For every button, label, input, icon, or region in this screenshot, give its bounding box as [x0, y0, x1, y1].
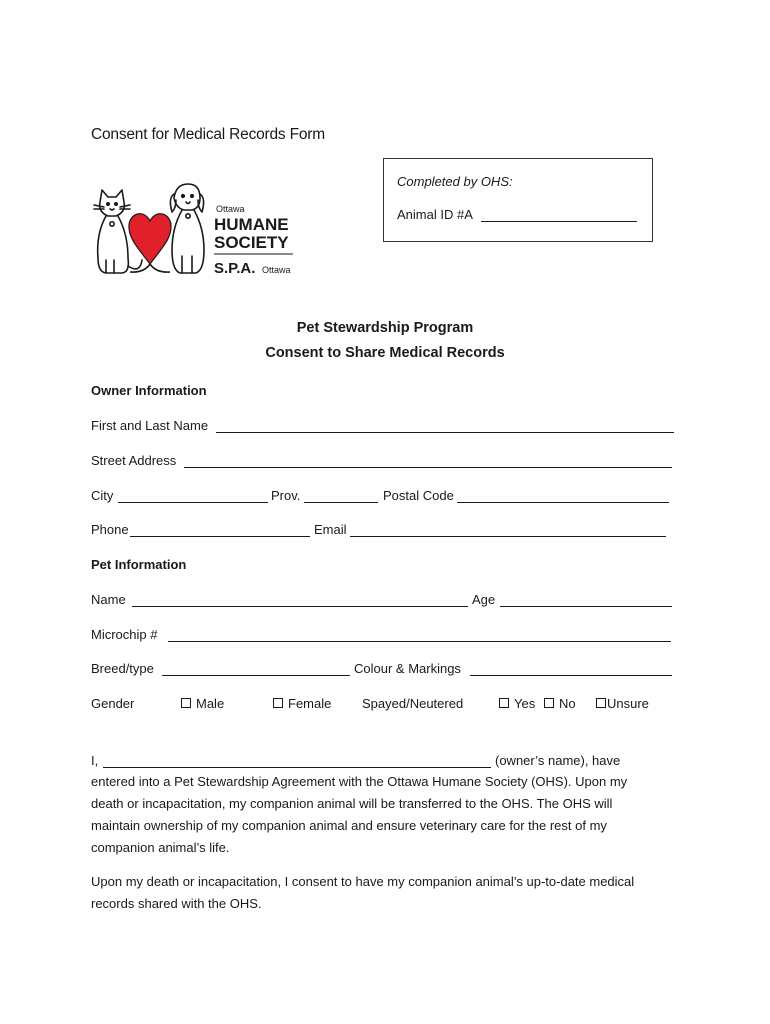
spayed-no-option[interactable]	[544, 696, 576, 711]
male-label: Male	[196, 696, 225, 711]
consent-paragraph-line: entered into a Pet Stewardship Agreement with the Ottawa Humane Society (OHS). Upon my	[91, 774, 628, 789]
female-checkbox[interactable]	[273, 698, 283, 708]
no-checkbox[interactable]	[544, 698, 554, 708]
postal-code-field[interactable]	[457, 502, 669, 503]
pet-section-title: Pet Information	[91, 557, 187, 572]
animal-id-field[interactable]	[481, 221, 637, 222]
no-label: No	[559, 696, 576, 711]
consent-paragraph-line: companion animal’s life.	[91, 840, 230, 855]
yes-checkbox[interactable]	[499, 698, 509, 708]
consent-i-label: I,	[91, 753, 99, 768]
colour-label: Colour & Markings	[354, 661, 461, 676]
female-option[interactable]	[273, 696, 331, 711]
dog-icon	[170, 184, 204, 273]
consent-paragraph-line: maintain ownership of my companion animal and ensure veterinary care for the rest of my	[91, 818, 607, 833]
unsure-checkbox[interactable]	[596, 698, 606, 708]
email-label: Email	[314, 522, 347, 537]
phone-field[interactable]	[130, 536, 310, 537]
breed-field[interactable]	[162, 675, 350, 676]
microchip-field[interactable]	[168, 641, 671, 642]
phone-label: Phone	[91, 522, 129, 537]
owner-signature-name-field[interactable]	[103, 767, 491, 768]
ottawa-humane-society-logo	[88, 178, 303, 280]
yes-label: Yes	[514, 696, 536, 711]
spayed-unsure-option[interactable]	[596, 696, 649, 711]
postal-code-label: Postal Code	[383, 488, 454, 503]
female-label: Female	[288, 696, 332, 711]
email-field[interactable]	[350, 536, 666, 537]
street-address-label: Street Address	[91, 453, 177, 468]
animal-id-label: Animal ID #A	[397, 207, 473, 222]
prov-field[interactable]	[304, 502, 378, 503]
completed-by-ohs-label: Completed by OHS:	[397, 174, 513, 189]
owners-name-caption: (owner’s name), have	[495, 753, 621, 768]
consent-statement-line: records shared with the OHS.	[91, 896, 262, 911]
colour-field[interactable]	[470, 675, 672, 676]
owner-section-title: Owner Information	[91, 383, 207, 398]
form-title: Consent for Medical Records Form	[91, 126, 325, 143]
microchip-label: Microchip #	[91, 627, 158, 642]
unsure-label: Unsure	[607, 696, 649, 711]
age-field[interactable]	[500, 606, 672, 607]
prov-label: Prov.	[271, 488, 301, 503]
owner-name-field[interactable]	[216, 432, 674, 433]
spayed-neutered-label: Spayed/Neutered	[362, 696, 464, 711]
logo-city-fr: Ottawa	[262, 265, 291, 275]
ohs-box	[383, 158, 653, 242]
logo-org-line2: SOCIETY	[214, 233, 289, 252]
male-option[interactable]	[181, 696, 224, 711]
consent-statement-line: Upon my death or incapacitation, I consent to have my companion animal’s up-to-date medical	[91, 874, 635, 889]
program-heading: Pet Stewardship Program	[296, 320, 474, 336]
gender-label: Gender	[91, 696, 135, 711]
male-checkbox[interactable]	[181, 698, 191, 708]
city-label: City	[91, 488, 114, 503]
street-address-field[interactable]	[184, 467, 672, 468]
logo-org-line1: HUMANE	[214, 215, 289, 234]
pet-name-label: Name	[91, 592, 126, 607]
age-label: Age	[472, 592, 496, 607]
owner-name-label: First and Last Name	[91, 418, 209, 433]
logo-org-line3: S.P.A.	[214, 260, 256, 277]
consent-paragraph-line: death or incapacitation, my companion animal will be transferred to the OHS. The OHS will	[91, 796, 613, 811]
city-field[interactable]	[118, 502, 268, 503]
breed-label: Breed/type	[91, 661, 154, 676]
heart-icon	[129, 214, 171, 264]
logo-city: Ottawa	[216, 204, 245, 214]
consent-heading: Consent to Share Medical Records	[265, 345, 505, 361]
pet-name-field[interactable]	[132, 606, 468, 607]
spayed-yes-option[interactable]	[499, 696, 535, 711]
